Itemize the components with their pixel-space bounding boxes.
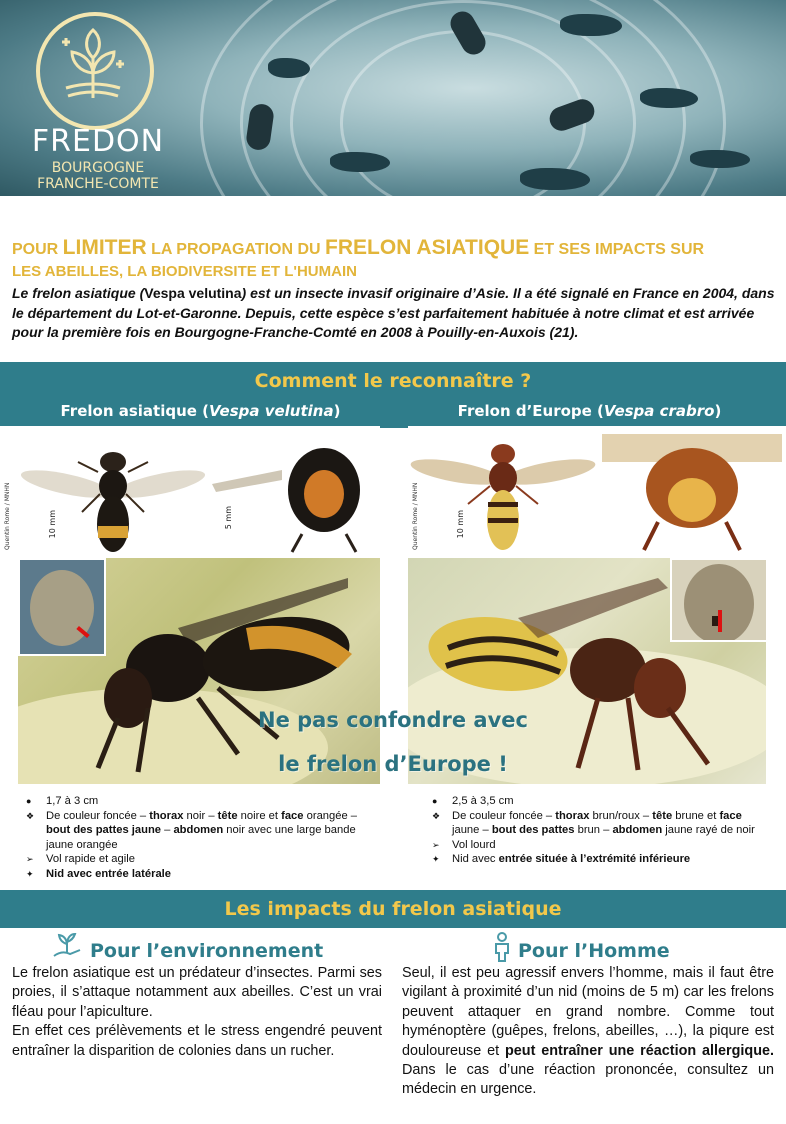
list-item: ❖ De couleur foncée – thorax noir – tête noire et face orangée – bout des pattes jaune – abdomen noir avec une large bande jaune orangée [26,809,358,851]
headline-emphasis: FRELON ASIATIQUE [325,236,530,259]
asian-hornet-photo [18,558,380,784]
human-title: Pour l’Homme [518,940,670,962]
trait-text: De couleur foncée – [452,809,556,822]
intro-text: Le frelon asiatique ( [12,285,145,301]
red-arrow-icon [718,610,722,632]
trait-bold: thorax [555,809,590,822]
environment-title: Pour l’environnement [90,940,324,962]
headline-text: LA PROPAGATION DU [146,241,326,258]
species-name: Frelon asiatique ( [60,402,210,420]
intro-text: ) est un insecte invasif originaire d’Asie. Il a été signalé en France en 2004, dans le département du Lot-et-Garonne. Depuis, cette espèce s’est parfaitement habituée à notre climat et est arrivée pour la première fois en Bourgogne-Franche-Comté en 2008 à Pouilly-en-Auxois (21). [12,285,775,340]
trait-bold: abdomen [612,824,663,837]
trait-text: 2,5 à 3,5 cm [452,795,514,807]
fredon-logo [18,12,178,192]
trait-bold: bout des pattes jaune [46,824,161,837]
list-item: ❖ De couleur foncée – thorax brun/roux – tête brune et face jaune – bout des pattes brun – abdomen jaune rayé de noir [432,809,755,837]
list-item: ➢ Vol rapide et agile [26,853,135,866]
european-specimen-photos [408,426,786,558]
asian-traits-list [20,794,360,882]
headline-line1 [12,238,782,260]
asian-nest-inset [18,558,106,656]
species-name: Frelon d’Europe ( [457,402,604,420]
logo-region-line2: FRANCHE-COMTE [37,176,159,192]
trait-text: brune et [672,809,720,822]
overlay-warning-line1: Ne pas confondre avec [258,708,528,732]
headline-emphasis: LIMITER [62,236,147,259]
scale-label: 10 mm [48,510,57,539]
asian-specimen-photos [0,426,380,558]
intro-latin-name: Vespa velutina [144,285,242,301]
species-paren: ) [714,402,722,420]
trait-text: – [161,824,174,837]
trait-bold: thorax [149,809,184,822]
european-hornet-face-view [602,432,782,552]
trait-text: orangée – [303,809,358,822]
trait-text: jaune rayé de noir [662,824,755,837]
european-hornet-photo [408,558,766,784]
trait-bold: face [719,809,742,822]
european-traits-list [426,794,766,867]
trait-text: noir avec une large bande jaune orangée [46,824,356,851]
trait-text: Vol rapide et agile [46,853,135,866]
environment-paragraph: En effet ces prélèvements et le stress engendré peuvent entraîner la disparition de colonies dans un rucher. [12,1023,382,1059]
trait-bold: face [281,809,304,822]
european-hornet-specimen-top-view [408,432,598,556]
plant-with-cross-icon [58,28,128,108]
trait-text: noir – [183,809,218,822]
environment-text [12,964,382,1061]
species-latin: Vespa velutina [209,402,334,420]
photo-credit: Quentin Rome / MNHN [4,482,11,550]
human-paragraph: Dans le cas d’une réaction prononcée, consultez un médecin en urgence. [402,1062,774,1098]
trait-text: Vol lourd [452,838,496,851]
trait-text: 1,7 à 3 cm [46,795,99,807]
person-icon [492,932,512,962]
impacts-title: Les impacts du frelon asiatique [224,898,562,920]
list-item: ✦ Nid avec entrée latérale [26,867,171,880]
trait-text: brun – [574,824,613,837]
asian-hornet-face-view [212,434,378,554]
trait-text: noire et [237,809,282,822]
scale-label: 5 mm [224,506,233,530]
human-paragraph: Seul, il est peu agressif envers l’homme, mais il faut être vigilant à proximité d’un nid (moins de 5 m) car les frelons peuvent attaquer en grand nombre. Comme tout hyménoptère (guêpes, frelons, abeilles, …), la piqure est douloureuse et [402,965,774,1059]
list-item: ✦ Nid avec entrée située à l’extrémité inférieure [432,853,691,866]
plant-hand-icon [52,932,82,960]
logo-name: FREDON [31,124,165,159]
photo-credit: Quentin Rome / MNHN [412,482,419,550]
human-text [402,964,774,1100]
intro-paragraph [12,284,778,343]
trait-bold: Nid avec entrée latérale [46,867,171,880]
european-nest-inset [670,558,766,642]
trait-text: jaune – [452,824,492,837]
logo-region-line1: BOURGOGNE [51,160,145,176]
overlay-warning-line2: le frelon d’Europe ! [278,752,508,776]
trait-bold: tête [217,809,238,822]
list-item: ➢ Vol lourd [432,838,496,851]
headline-text: ET SES IMPACTS SUR [529,241,705,258]
trait-bold: tête [652,809,673,822]
asian-hornet-specimen-top-view [18,432,208,556]
list-item: ● 1,7 à 3 cm [26,795,99,807]
list-item: ● 2,5 à 3,5 cm [432,795,514,807]
asian-hornet-heading [4,402,397,420]
trait-text: De couleur foncée – [46,809,150,822]
species-paren: ) [333,402,341,420]
headline-line2: LES ABEILLES, LA BIODIVERSITE ET L'HUMAIN [12,263,357,280]
trait-bold: bout des pattes [491,824,575,837]
headline [12,238,782,282]
headline-text: POUR [12,241,63,258]
environment-paragraph: Le frelon asiatique est un prédateur d’insectes. Parmi ses proies, il s’attaque notamment aux abeilles. C’est un vrai fléau pour l’apiculture. [12,965,382,1020]
trait-text: Nid avec [452,853,499,866]
header-banner-photo [0,0,786,196]
recognize-title: Comment le reconnaître ? [254,370,532,392]
trait-bold: abdomen [173,824,224,837]
scale-label: 10 mm [456,510,465,539]
trait-bold: entrée située à l’extrémité inférieure [498,853,691,866]
european-hornet-heading [393,402,786,420]
trait-text: brun/roux – [589,809,653,822]
species-latin: Vespa crabro [603,402,715,420]
human-emphasis: peut entraîner une réaction allergique. [504,1042,774,1059]
